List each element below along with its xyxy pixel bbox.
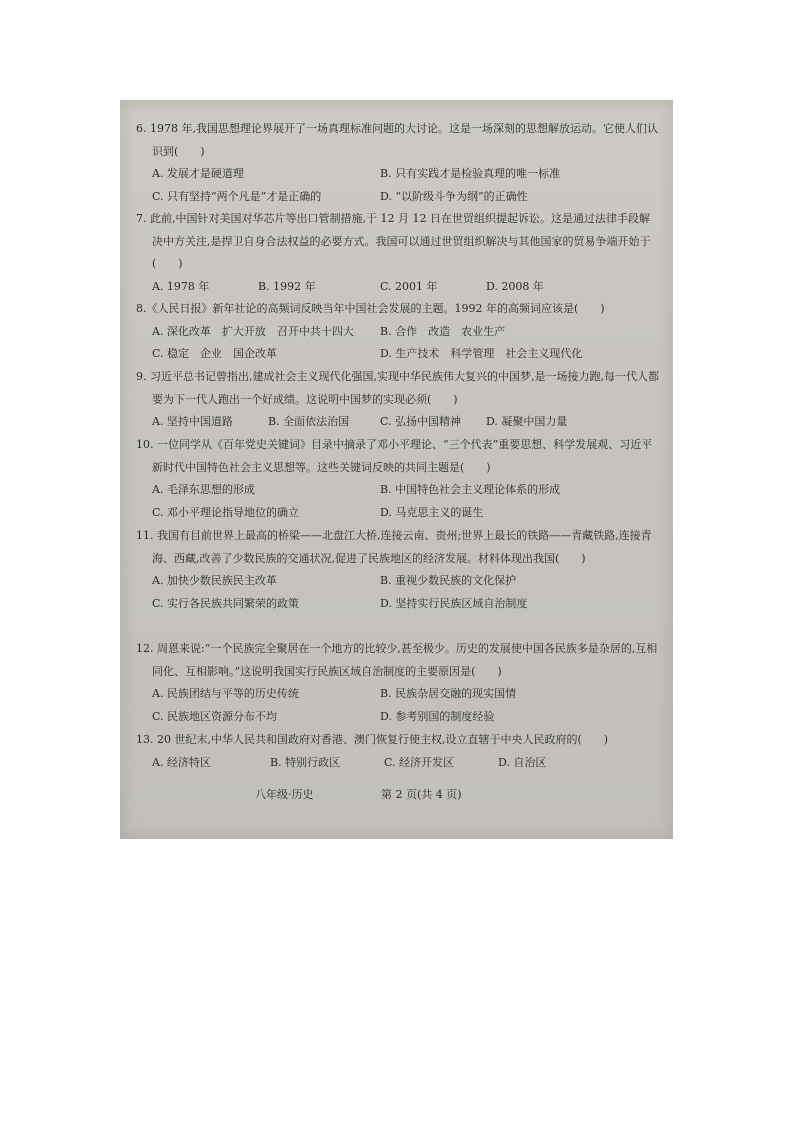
question-stem: 11. 我国有目前世界上最高的桥梁——北盘江大桥,连接云南、贵州;世界上最长的铁路——青藏铁路,连接青海、西藏,改善了少数民族的交通状况,促进了民族地区的经济发展。材料体现出我国( ) <box>136 529 652 565</box>
option-a: A. 坚持中国道路 <box>152 415 233 428</box>
option-b: B. 民族杂居交融的现实国情 <box>380 687 517 700</box>
option-d: D. 自治区 <box>498 755 547 769</box>
option-b: B. 只有实践才是检验真理的唯一标准 <box>380 167 561 180</box>
question-6 <box>136 118 659 208</box>
question-stem: 13. 20 世纪末,中华人民共和国政府对香港、澳门恢复行使主权,设立直辖于中央人民政府的( ) <box>136 733 609 746</box>
option-b: B. 1992 年 <box>258 279 316 293</box>
option-c: C. 稳定 企业 国企改革 <box>152 347 278 360</box>
question-10 <box>136 434 659 524</box>
option-c: C. 民族地区资源分布不均 <box>152 709 278 723</box>
options-row <box>136 343 659 366</box>
option-b: B. 合作 改造 农业生产 <box>380 324 506 338</box>
question-stem: 6. 1978 年,我国思想理论界展开了一场真理标准问题的大讨论。这是一场深刻的思想解放运动。它使人们认识到( ) <box>136 122 658 158</box>
question-12 <box>136 638 659 728</box>
question-8 <box>136 298 659 366</box>
question-stem: 8.《人民日报》新年社论的高频词反映当年中国社会发展的主题。1992 年的高频词应该是( ) <box>136 302 605 315</box>
options-row <box>136 593 659 616</box>
options-row <box>136 321 659 344</box>
options-row <box>136 752 659 775</box>
option-a: A. 民族团结与平等的历史传统 <box>152 687 299 700</box>
options-row <box>136 411 659 434</box>
question-9 <box>136 366 659 434</box>
question-stem: 10. 一位同学从《百年党史关键词》目录中摘录了邓小平理论、“三个代表”重要思想、科学发展观、习近平新时代中国特色社会主义思想等。这些关键词反映的共同主题是( ) <box>136 438 653 474</box>
option-d: D. 参考别国的制度经验 <box>380 709 495 723</box>
option-b: B. 全面依法治国 <box>268 415 350 428</box>
option-d: D. “以阶级斗争为纲”的正确性 <box>380 189 528 203</box>
question-stem: 7. 此前,中国针对美国对华芯片等出口管制措施,于 12 月 12 日在世贸组织提起诉讼。这是通过法律手段解决中方关注,是捍卫自身合法权益的必要方式。我国可以通过世贸组织解决与其他国家的贸易争端开始于( ) <box>136 212 651 270</box>
options-row <box>136 186 659 209</box>
question-13 <box>136 729 659 774</box>
options-row <box>136 276 659 299</box>
option-a: A. 毛泽东思想的形成 <box>152 483 255 496</box>
options-row <box>136 570 659 593</box>
options-row <box>136 683 659 706</box>
options-row <box>136 163 659 186</box>
option-a: A. 加快少数民族民主改革 <box>152 574 277 587</box>
option-c: C. 经济开发区 <box>384 755 455 769</box>
options-row <box>136 706 659 729</box>
options-row <box>136 479 659 502</box>
exam-page <box>120 100 673 839</box>
option-d: D. 凝聚中国力量 <box>486 415 568 428</box>
option-c: C. 实行各民族共同繁荣的政策 <box>152 596 300 610</box>
option-b: B. 特别行政区 <box>270 755 341 769</box>
option-d: D. 马克思主义的诞生 <box>380 505 484 519</box>
footer-page-number: 第 2 页(共 4 页) <box>381 788 462 801</box>
options-row <box>136 502 659 525</box>
question-11 <box>136 525 659 615</box>
option-c: C. 只有坚持“两个凡是”才是正确的 <box>152 189 322 203</box>
option-b: B. 中国特色社会主义理论体系的形成 <box>380 483 561 496</box>
option-a: A. 经济特区 <box>152 755 211 769</box>
option-d: D. 生产技术 科学管理 社会主义现代化 <box>380 347 583 360</box>
question-stem: 12. 周恩来说:“一个民族完全聚居在一个地方的比较少,甚至极少。历史的发展使中国各民族多是杂居的,互相同化、互相影响。”这说明我国实行民族区域自治制度的主要原因是( ) <box>136 642 658 678</box>
option-a: A. 深化改革 扩大开放 召开中共十四大 <box>152 324 354 338</box>
option-d: D. 坚持实行民族区域自治制度 <box>380 596 528 610</box>
option-c: C. 2001 年 <box>380 279 438 293</box>
question-7 <box>136 208 659 298</box>
option-d: D. 2008 年 <box>486 279 544 293</box>
option-c: C. 邓小平理论指导地位的确立 <box>152 505 300 519</box>
option-a: A. 1978 年 <box>152 279 210 293</box>
option-b: B. 重视少数民族的文化保护 <box>380 574 517 587</box>
option-c: C. 弘扬中国精神 <box>380 415 462 428</box>
question-stem: 9. 习近平总书记曾指出,建成社会主义现代化强国,实现中华民族伟大复兴的中国梦,是一场接力跑,每一代人都要为下一代人跑出一个好成绩。这说明中国梦的实现必须( ) <box>136 370 659 406</box>
option-a: A. 发展才是硬道理 <box>152 167 244 180</box>
footer-subject: 八年级·历史 <box>255 788 314 801</box>
page-footer <box>120 786 673 808</box>
